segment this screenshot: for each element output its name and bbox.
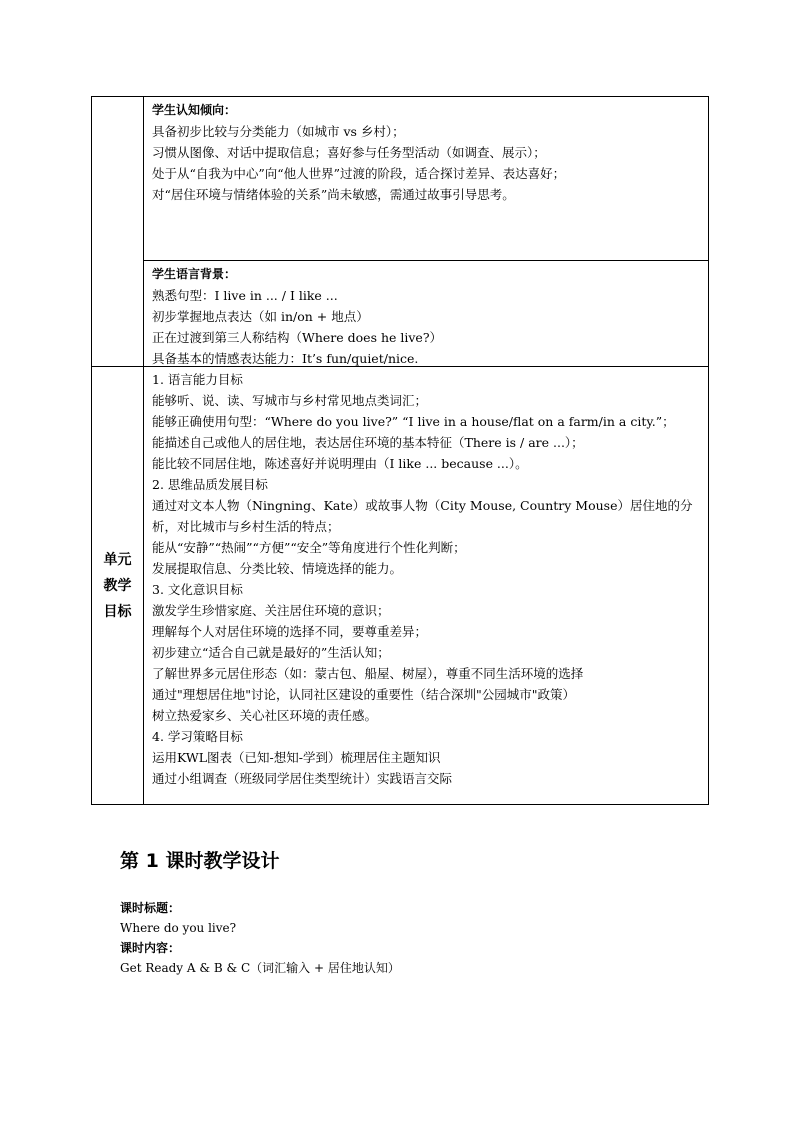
lesson-info (120, 898, 400, 978)
lesson-heading: 第 1 课时教学设计 (120, 850, 280, 872)
cognition-line: 对“居住环境与情绪体验的关系”尚未敏感，需通过故事引导思考。 (152, 187, 515, 202)
cognition-cell (144, 97, 709, 261)
goals-heading: 3. 文化意识目标 (152, 582, 243, 597)
unit-analysis-table (91, 96, 709, 805)
goals-label-cell (92, 367, 144, 805)
cognition-row (92, 97, 709, 261)
language-line: 具备基本的情感表达能力：It’s fun/quiet/nice. (152, 351, 419, 366)
language-line: 熟悉句型：I live in ... / I like ... (152, 288, 338, 303)
goals-label-line: 教学 (103, 577, 132, 594)
goals-line: 理解每个人对居住环境的选择不同，要尊重差异； (152, 624, 428, 639)
language-title: 学生语言背景： (152, 267, 237, 281)
goals-line: 通过"理想居住地"讨论，认同社区建设的重要性（结合深圳"公园城市"政策） (152, 687, 575, 702)
goals-heading: 4. 学习策略目标 (152, 729, 243, 744)
goals-heading: 1. 语言能力目标 (152, 372, 243, 387)
lesson-topic: Where do you live? (120, 921, 237, 935)
cognition-title: 学生认知倾向： (152, 103, 237, 117)
goals-heading: 2. 思维品质发展目标 (152, 477, 268, 492)
goals-line: 能够听、说、读、写城市与乡村常见地点类词汇； (152, 393, 428, 408)
language-line: 初步掌握地点表达（如 in/on + 地点） (152, 309, 369, 324)
goals-label-line: 目标 (103, 603, 132, 620)
goals-line: 激发学生珍惜家庭、关注居住环境的意识； (152, 603, 390, 618)
goals-line: 通过对文本人物（Ningning、Kate）或故事人物（City Mouse, Country Mouse）居住地的分析，对比城市与乡村生活的特点； (152, 498, 693, 534)
empty-left-cell (92, 97, 144, 367)
lesson-topic-label: 课时标题： (120, 901, 181, 915)
goals-line: 能比较不同居住地，陈述喜好并说明理由（I like ... because ...）。 (152, 456, 528, 471)
goals-row (92, 367, 709, 805)
goals-cell (144, 367, 709, 805)
language-line: 正在过渡到第三人称结构（Where does he live?） (152, 330, 443, 345)
lesson-content: Get Ready A & B & C（词汇输入 + 居住地认知） (120, 961, 400, 975)
goals-line: 通过小组调查（班级同学居住类型统计）实践语言交际 (152, 771, 453, 786)
lesson-content-label: 课时内容： (120, 941, 181, 955)
goals-line: 能描述自己或他人的居住地，表达居住环境的基本特征（There is / are ...）； (152, 435, 584, 450)
goals-line: 能从“安静”“热闹”“方便”“安全”等角度进行个性化判断； (152, 540, 466, 555)
language-cell (144, 261, 709, 367)
cognition-line: 习惯从图像、对话中提取信息；喜好参与任务型活动（如调查、展示）； (152, 145, 546, 160)
cognition-line: 具备初步比较与分类能力（如城市 vs 乡村）； (152, 124, 405, 139)
goals-line: 发展提取信息、分类比较、情境选择的能力。 (152, 561, 403, 576)
goals-line: 初步建立“适合自己就是最好的”生活认知； (152, 645, 390, 660)
goals-line: 了解世界多元居住形态（如：蒙古包、船屋、树屋），尊重不同生活环境的选择 (152, 666, 584, 681)
language-row (92, 261, 709, 367)
cognition-line: 处于从“自我为中心”向“他人世界”过渡的阶段，适合探讨差异、表达喜好； (152, 166, 566, 181)
goals-label-line: 单元 (103, 551, 132, 568)
goals-line: 树立热爱家乡、关心社区环境的责任感。 (152, 708, 378, 723)
goals-line: 运用KWL图表（已知-想知-学到）梳理居住主题知识 (152, 750, 441, 765)
goals-line: 能够正确使用句型：“Where do you live?” “I live in a house/flat on a farm/in a city.”； (152, 414, 675, 429)
